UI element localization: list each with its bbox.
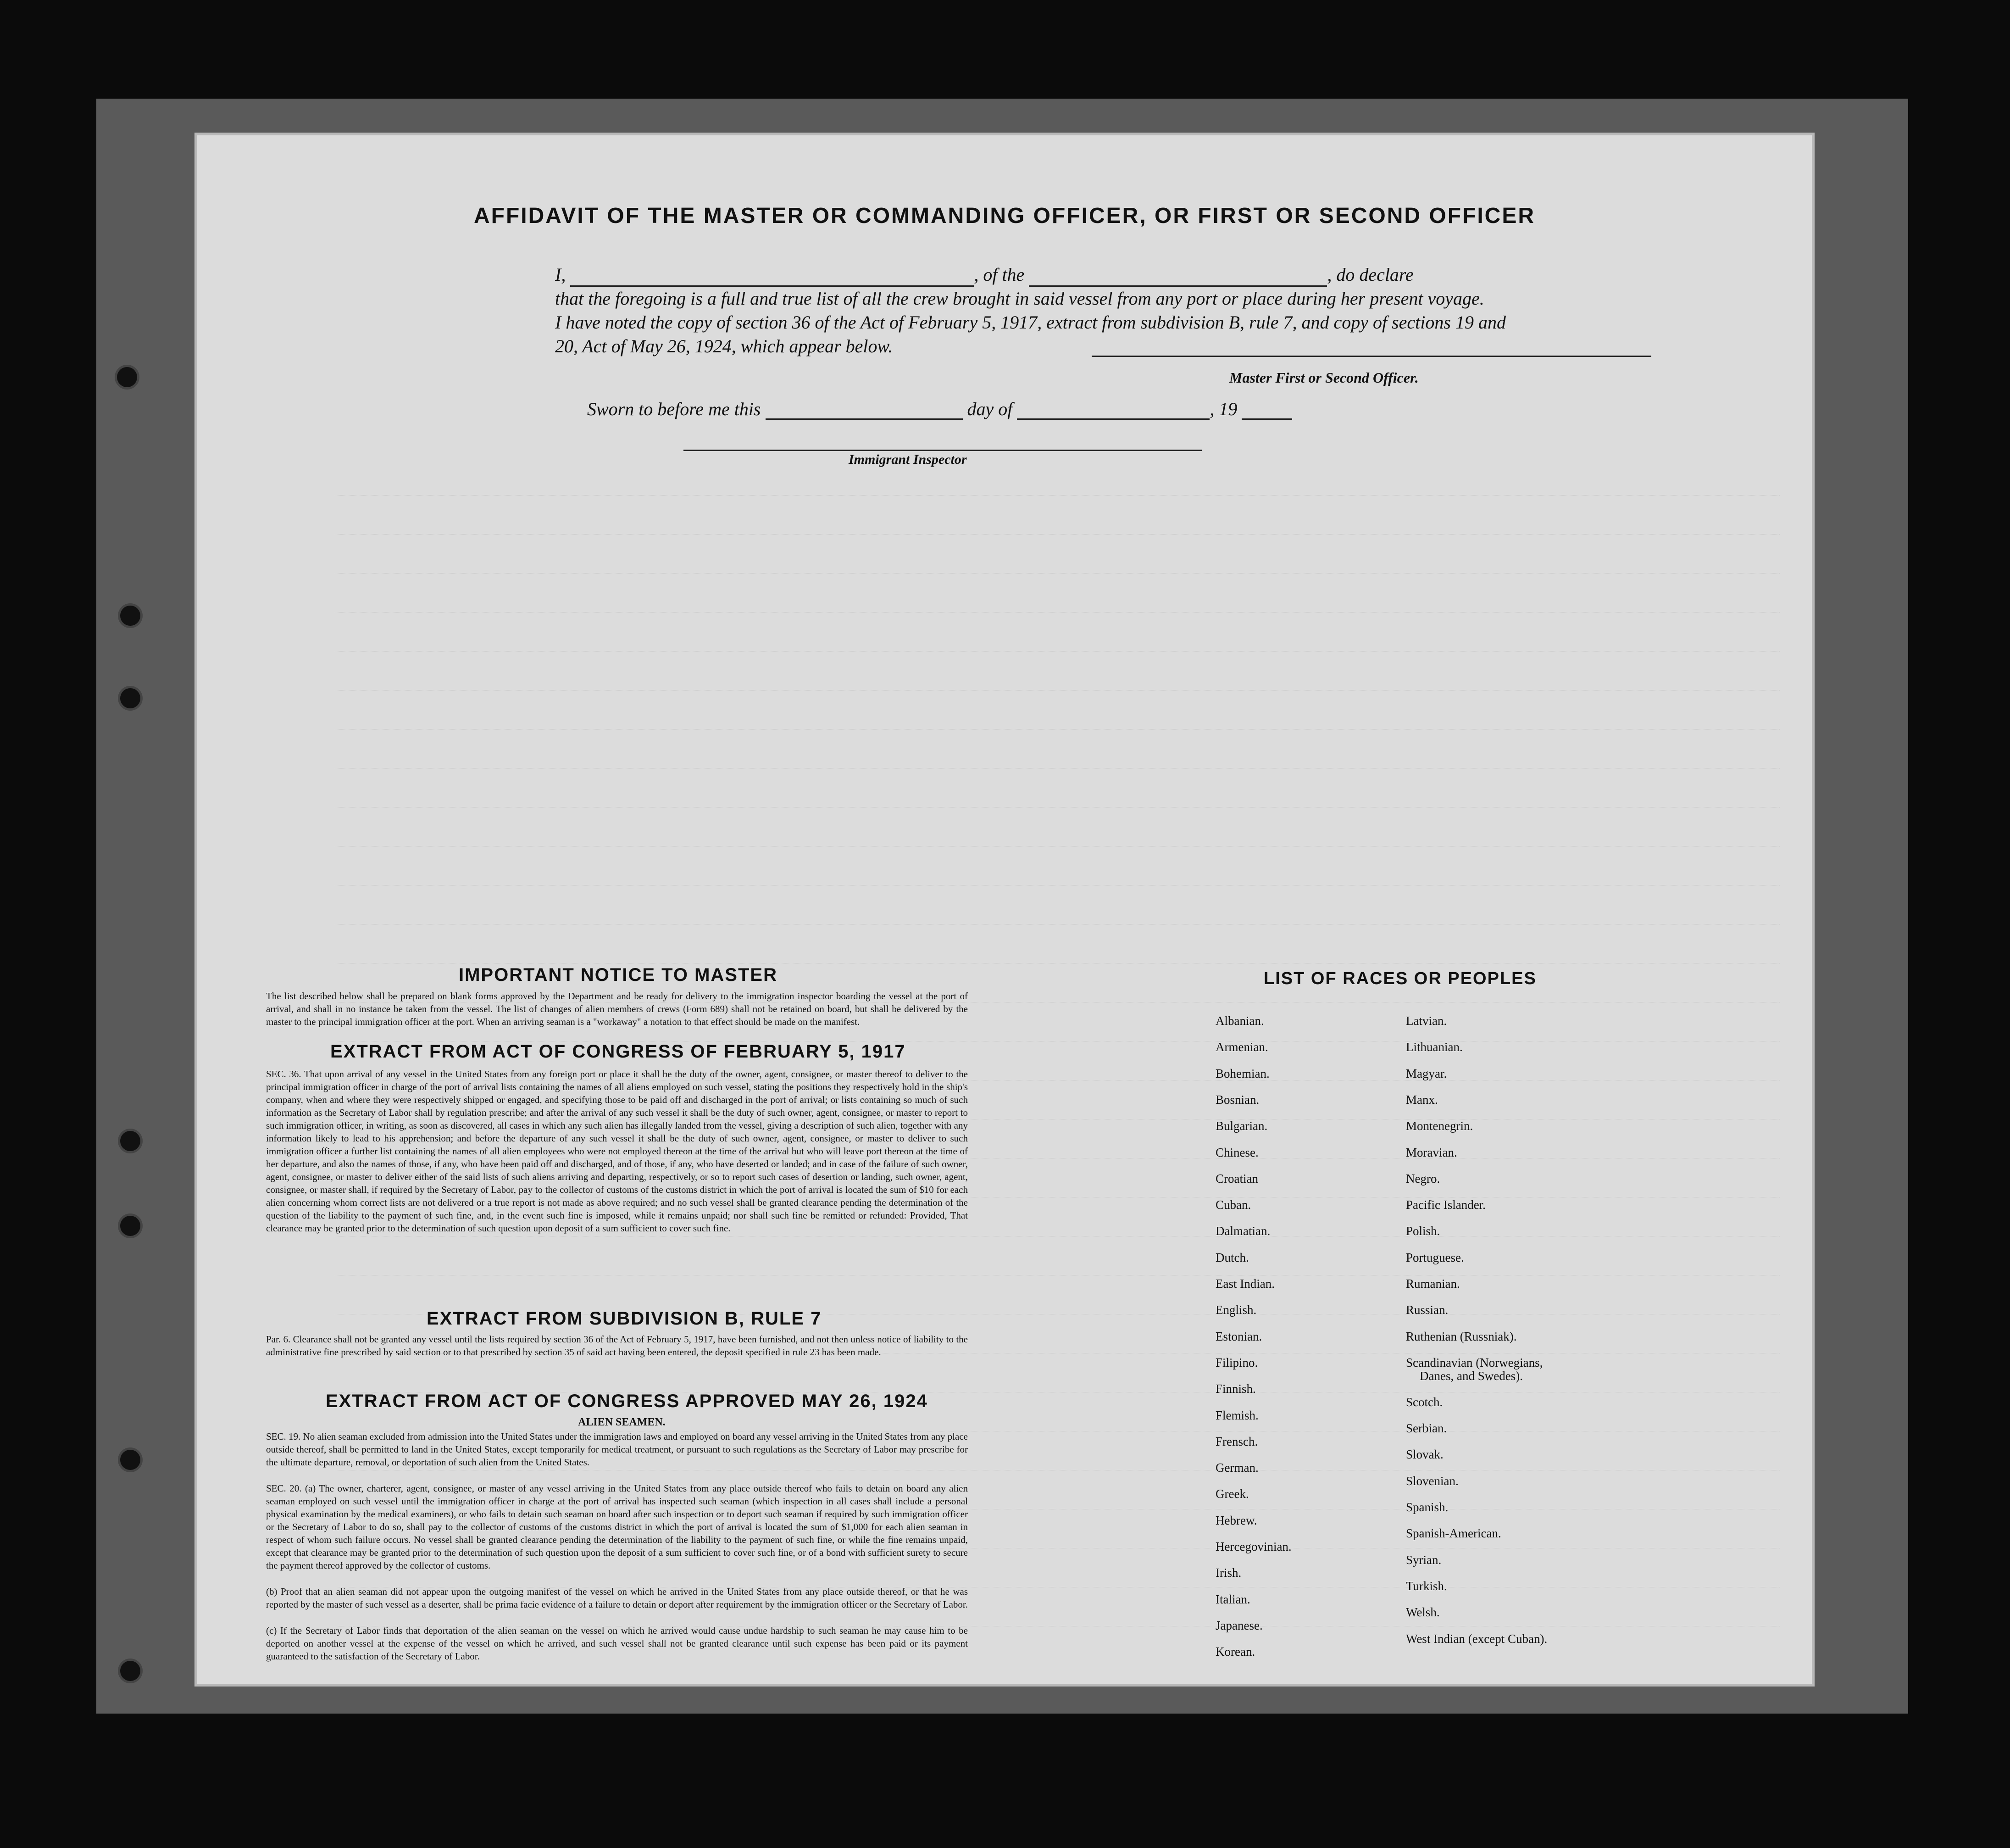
sworn-year: , 19: [1210, 399, 1238, 419]
race-item: Korean.: [1216, 1645, 1255, 1659]
race-item: Moravian.: [1406, 1145, 1457, 1159]
race-item: Ruthenian (Russniak).: [1406, 1329, 1517, 1343]
binder-hole: [120, 1661, 140, 1681]
sworn-year-blank: [1242, 397, 1292, 420]
race-item: Spanish.: [1406, 1500, 1449, 1514]
race-item: Croatian: [1216, 1171, 1258, 1186]
binder-hole: [120, 1131, 140, 1151]
race-item: East Indian.: [1216, 1277, 1275, 1291]
sworn-day-label: day of: [967, 399, 1013, 419]
race-item: Welsh.: [1406, 1605, 1440, 1620]
affidavit-body: [555, 262, 1592, 358]
important-notice-text: The list described below shall be prepared on blank forms approved by the Department and be ready for delivery to the immigration inspector boarding the vessel at the port of arrival, and shall in no instance be taken from the vessel. The list of changes of alien members of crews (Form 689) shall not be retained on board, but shall be delivered by the master to the principal immigration officer at the port. When an arriving seaman is a "workaway" a notation to that effect should be made on the manifest.: [266, 991, 968, 1027]
sworn-date-blank: [766, 397, 963, 420]
race-item: Scandinavian (Norwegians,: [1406, 1355, 1543, 1369]
binder-hole: [120, 1216, 140, 1236]
race-item: Slovak.: [1406, 1447, 1444, 1462]
race-item: Rumanian.: [1406, 1277, 1460, 1291]
race-item: Bulgarian.: [1216, 1119, 1268, 1133]
extract-rule7-heading: EXTRACT FROM SUBDIVISION B, RULE 7: [427, 1308, 822, 1329]
affidavit-title: AFFIDAVIT OF THE MASTER OR COMMANDING OFFICER, OR FIRST OR SECOND OFFICER: [473, 204, 1536, 228]
race-item: Serbian.: [1406, 1421, 1447, 1436]
affidavit-line-2: that the foregoing is a full and true list of all the crew brought in said vessel from any port or place during her present voyage.: [555, 288, 1484, 309]
race-item: Estonian.: [1216, 1329, 1262, 1343]
races-heading: LIST OF RACES OR PEOPLES: [1264, 969, 1537, 988]
race-item: Dutch.: [1216, 1250, 1249, 1264]
race-item: Dalmatian.: [1216, 1224, 1271, 1238]
extract-1917-text: SEC. 36. That upon arrival of any vessel in the United States from any foreign port or place it shall be the duty of the owner, agent, consignee, or master thereof to deliver to the principal immigration officer in charge of the port of arrival lists containing the names of all aliens employed on such vessel, stating the positions they respectively hold in the ship's company, when and where they were respectively shipped or engaged, and specifying those to be paid off and discharged in the port of arrival; or lists containing so much of such information as the Secretary of Labor shall by regulation prescribe; and after the arrival of any such vessel it shall be the duty of such owner, agent, consignee, or master to report to such immigration officer, in writing, as soon as discovered, all cases in which any such alien has illegally landed from the vessel, giving a description of such alien, together with any information likely to lead to his apprehension; and before the departure of any such vessel it shall be the duty of such owner, agent, consignee, or master to deliver to such immigration officer a further list containing the names of all alien employees who were not employed thereon at the time of the arrival but who will leave port thereon at the time of her departure, and also the names of those, if any, who have been paid off and discharged, and of those, if any, who have deserted or landed; and in case of the failure of such owner, agent, consignee, or master to deliver either of the said lists of such aliens arriving and departing, respectively, or so to report such cases of desertion or landing, such owner, agent, consignee, or master shall, if required by the Secretary of Labor, pay to the collector of customs of the customs district in which the port of arrival is located the sum of $10 for each alien concerning whom correct lists are not delivered or a true report is not made as above required; and no such vessel shall be granted clearance pending the determination of the question of the liability to the payment of such fine, and, in the event such fine is imposed, while it remains unpaid; nor shall such fine be remitted or refunded: Provided, That clearance may be granted prior to the determination of such question upon deposit of a sum sufficient to cover such fine.: [266, 1069, 968, 1234]
extract-1924-sec19: SEC. 19. No alien seaman excluded from admission into the United States under the immigration laws and employed on board any vessel arriving in the United States from any place outside thereof, shall be permitted to land in the United States, except temporarily for medical treatment, or pursuant to such regulations as the Secretary of Labor may prescribe for the ultimate departure, removal, or deportation of such alien from the United States.: [266, 1431, 968, 1468]
race-item: English.: [1216, 1303, 1257, 1317]
inspector-caption: Immigrant Inspector: [849, 452, 967, 467]
race-item: Chinese.: [1216, 1145, 1259, 1159]
race-item: Negro.: [1406, 1171, 1440, 1186]
race-item: Turkish.: [1406, 1579, 1447, 1593]
binder-hole: [117, 367, 137, 387]
race-item: Lithuanian.: [1406, 1040, 1463, 1054]
race-item: Hebrew.: [1216, 1513, 1257, 1527]
race-item: Flemish.: [1216, 1408, 1259, 1422]
signature-caption: Master First or Second Officer.: [1229, 369, 1419, 386]
race-item: Armenian.: [1216, 1040, 1268, 1054]
sworn-month-blank: [1017, 397, 1210, 420]
race-item: Polish.: [1406, 1224, 1440, 1238]
extract-1924-heading: EXTRACT FROM ACT OF CONGRESS APPROVED MAY 26, 1924: [326, 1391, 928, 1411]
race-item: Bosnian.: [1216, 1092, 1260, 1107]
race-item: Filipino.: [1216, 1355, 1258, 1369]
race-item: Finnish.: [1216, 1382, 1256, 1396]
affidavit-declare: , do declare: [1327, 264, 1414, 285]
race-item: Manx.: [1406, 1092, 1438, 1107]
name-blank: [570, 262, 974, 287]
binder-hole: [120, 688, 140, 708]
affidavit-prefix: I,: [555, 264, 566, 285]
extract-1924-sec20c: (c) If the Secretary of Labor finds that deportation of the alien seaman on the vessel on which he arrived would cause undue hardship to such seaman he may cause him to be deported on another vessel at the expense of the vessel on which he arrived, and such vessel shall not be granted clearance until such expense has been paid or its payment guaranteed to the satisfaction of the Secretary of Labor.: [266, 1625, 968, 1662]
extract-rule7-text: Par. 6. Clearance shall not be granted any vessel until the lists required by section 36 of the Act of February 5, 1917, have been furnished, and not then unless notice of liability to the administrative fine prescribed by said section or to that prescribed by section 35 of said act having been entered, the deposit specified in rule 23 has been made.: [266, 1334, 968, 1358]
race-item: West Indian (except Cuban).: [1406, 1631, 1548, 1646]
alien-seamen-subheading: ALIEN SEAMEN.: [578, 1416, 666, 1428]
race-item: Montenegrin.: [1406, 1119, 1473, 1133]
race-item: Irish.: [1216, 1566, 1242, 1580]
race-item: Pacific Islander.: [1406, 1198, 1486, 1212]
vessel-blank: [1029, 262, 1327, 287]
race-item: Italian.: [1216, 1592, 1250, 1606]
race-item: Danes, and Swedes).: [1420, 1369, 1523, 1383]
affidavit-line-3: I have noted the copy of section 36 of the Act of February 5, 1917, extract from subdivision B, rule 7, and copy of sections 19 and: [555, 312, 1506, 333]
race-item: Albanian.: [1216, 1014, 1264, 1028]
race-item: Bohemian.: [1216, 1066, 1270, 1080]
race-item: Russian.: [1406, 1303, 1449, 1317]
binder-hole: [120, 606, 140, 626]
race-item: Cuban.: [1216, 1198, 1251, 1212]
inspector-line: [683, 450, 1202, 451]
binder-hole: [120, 1450, 140, 1470]
race-item: Syrian.: [1406, 1553, 1442, 1567]
sworn-prefix: Sworn to before me this: [587, 399, 761, 419]
affidavit-line-4: 20, Act of May 26, 1924, which appear below.: [555, 336, 893, 356]
race-item: Frensch.: [1216, 1434, 1258, 1448]
race-item: Latvian.: [1406, 1014, 1447, 1028]
important-notice-heading: IMPORTANT NOTICE TO MASTER: [459, 965, 777, 985]
race-item: Scotch.: [1406, 1395, 1443, 1409]
race-item: Spanish-American.: [1406, 1526, 1501, 1541]
race-item: Japanese.: [1216, 1618, 1263, 1632]
signature-line: [1092, 356, 1651, 357]
extract-1924-sec20b: (b) Proof that an alien seaman did not appear upon the outgoing manifest of the vessel on which he arrived in the United States from any place outside thereof, or that he was reported by the master of such vessel as a deserter, shall be prima facie evidence of a failure to detain or deport after requirement by the immigration officer or the Secretary of Labor.: [266, 1586, 968, 1610]
race-item: Portuguese.: [1406, 1250, 1464, 1264]
race-item: Hercegovinian.: [1216, 1540, 1292, 1553]
extract-1924-sec20a: SEC. 20. (a) The owner, charterer, agent, consignee, or master of any vessel arriving in the United States from any place outside thereof who fails to detain on board any alien seaman employed on such vessel until the immigration officer in charge at the port of arrival has inspected such seaman (which inspection in all cases shall include a personal physical examination by the medical examiners), or who fails to detain such seaman on board after such inspection or to deport such seaman if required by such immigration officer or the Secretary of Labor to do so, shall pay to the collector of customs of the customs district in which the port of arrival is located the sum of $1,000 for each alien seaman in respect of whom such failure occurs. No vessel shall be granted clearance pending the determination of the liability to the payment of such fine, or while the fine remains unpaid, except that clearance may be granted prior to the determination of such question upon the deposit of a sum sufficient to cover such fine, or of a bond with sufficient surety to secure the payment thereof approved by the collector of customs.: [266, 1483, 968, 1571]
affidavit-of-the: , of the: [974, 264, 1025, 285]
race-item: Slovenian.: [1406, 1474, 1459, 1488]
race-item: German.: [1216, 1461, 1259, 1475]
manifest-page: [197, 135, 1812, 1684]
race-item: Magyar.: [1406, 1066, 1447, 1080]
extract-1917-heading: EXTRACT FROM ACT OF CONGRESS OF FEBRUARY 5, 1917: [330, 1041, 906, 1062]
sworn-statement: [587, 397, 1292, 420]
race-item: Greek.: [1216, 1487, 1249, 1501]
